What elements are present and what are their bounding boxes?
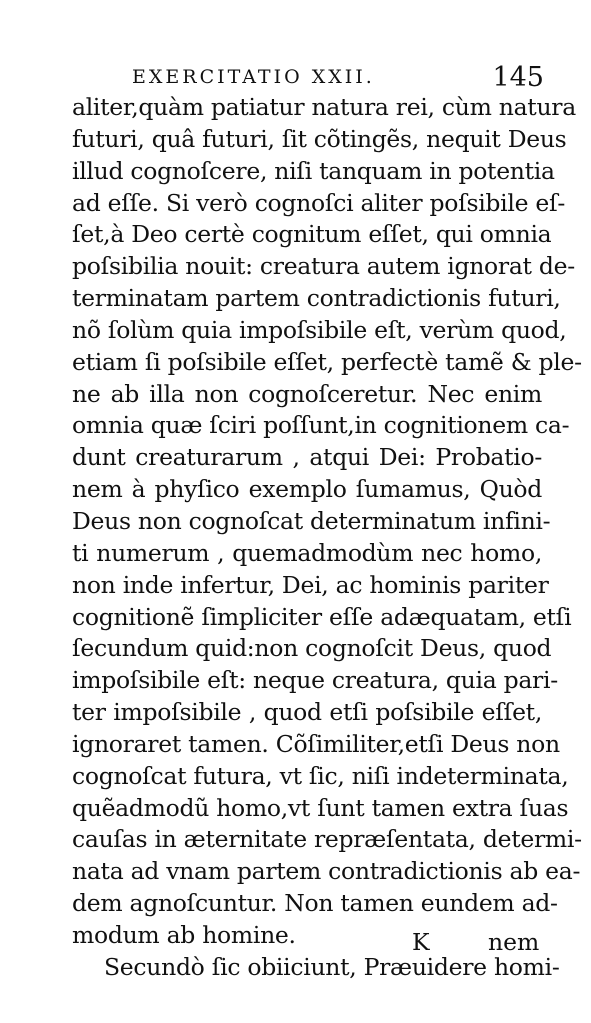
text-line: futuri, quâ futuri, ſit cõtingẽs, nequit Deus — [72, 124, 567, 153]
page-footer — [0, 928, 591, 964]
text-line: illud cognoſcere, niſi tanquam in potentia — [72, 156, 555, 185]
text-line: ti numerum , quemadmodùm nec homo, — [72, 538, 542, 567]
text-line: poſsibilia nouit: creatura autem ignorat de- — [72, 252, 575, 281]
text-line: nata ad vnam partem contradictionis ab ea- — [72, 857, 581, 886]
text-line: dunt creaturarum , atqui Dei: Probatio- — [72, 443, 542, 472]
text-line: Deus non cognoſcat determinatum infini- — [72, 506, 551, 535]
body-text — [72, 92, 582, 984]
text-line: dem agnoſcuntur. Non tamen eundem ad- — [72, 889, 558, 918]
text-line: cauſas in æternitate repræſentata, determi- — [72, 825, 582, 854]
text-line: ignoraret tamen. Cõſimiliter,etſi Deus non — [72, 729, 560, 758]
text-line: cognoſcat futura, vt ſic, niſi indeterminata, — [72, 761, 569, 790]
text-line: Secundò ſic obiiciunt, Præuidere homi- — [104, 952, 560, 981]
text-line: ne ab illa non cognoſceretur. Nec enim — [72, 379, 542, 408]
text-line: ad eſſe. Si verò cognoſci aliter poſsibile eſ- — [72, 188, 566, 217]
text-line: modum ab homine. — [72, 920, 296, 949]
text-line: ter impoſsibile , quod etſi poſsibile eſſet, — [72, 698, 542, 727]
text-line: omnia quæ ſciri poſſunt,in cognitionem ca- — [72, 411, 570, 440]
text-line: non inde infertur, Dei, ac hominis pariter — [72, 570, 549, 599]
page-number: 145 — [492, 62, 544, 93]
paragraph-1 — [72, 92, 582, 952]
running-head-title: EXERCITATIO XXII. — [132, 66, 375, 88]
text-line: nem à phyſico exemplo ſumamus, Quòd — [72, 475, 542, 504]
text-line: quẽadmodũ homo,vt ſunt tamen extra ſuas — [72, 793, 569, 822]
text-line: ſecundum quid:non cognoſcit Deus, quod — [72, 634, 552, 663]
text-line: cognitionẽ ſimpliciter eſſe adæquatam, etſi — [72, 602, 572, 631]
signature-mark: K — [412, 928, 430, 956]
text-line: terminatam partem contradictionis futuri, — [72, 284, 561, 313]
text-line: nõ ſolùm quia impoſsibile eſt, verùm quod, — [72, 315, 567, 344]
text-line: aliter,quàm patiatur natura rei, cùm natura — [72, 93, 576, 121]
text-line: impoſsibile eſt: neque creatura, quia pari- — [72, 666, 558, 695]
text-line: etiam ſi poſsibile eſſet, perfectè tamẽ & ple- — [72, 347, 582, 376]
catchword: nem — [488, 928, 540, 956]
text-line: ſet,à Deo certè cognitum eſſet, qui omnia — [72, 220, 552, 249]
